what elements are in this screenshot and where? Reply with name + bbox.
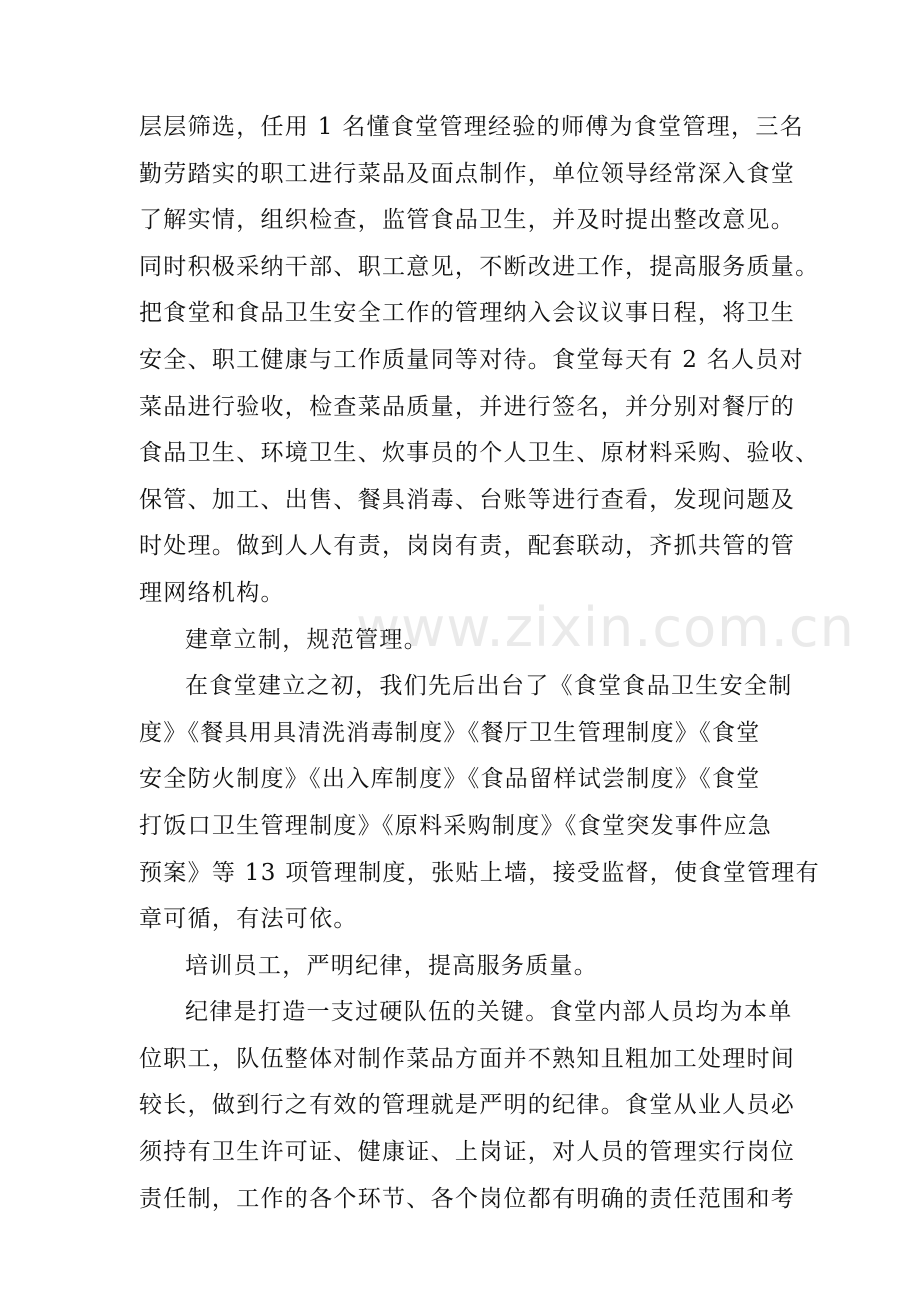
text-line-22: 较长，做到行之有效的管理就是严明的纪律。食堂从业人员必	[139, 1092, 796, 1119]
text-line-1: 层层筛选，任用 1 名懂食堂管理经验的师傅为食堂管理，三名	[139, 114, 804, 140]
text-line-21: 位职工，队伍整体对制作菜品方面并不熟知且粗加工处理时间	[139, 1045, 796, 1072]
document-body	[139, 104, 820, 1222]
text-line-23: 须持有卫生许可证、健康证、上岗证，对人员的管理实行岗位	[139, 1139, 796, 1166]
text-line-4: 同时积极采纳干部、职工意见，不断改进工作，提高服务质量。	[139, 253, 820, 280]
text-line-24: 责任制，工作的各个环节、各个岗位都有明确的责任范围和考	[139, 1185, 796, 1212]
text-line-8: 食品卫生、环境卫生、炊事员的个人卫生、原材料采购、验收、	[139, 440, 820, 467]
text-line-5: 把食堂和食品卫生安全工作的管理纳入会议议事日程，将卫生	[139, 300, 796, 327]
text-line-14: 度》《餐具用具清洗消毒制度》《餐厅卫生管理制度》《食堂	[139, 719, 761, 746]
text-line-7: 菜品进行验收，检查菜品质量，并进行签名，并分别对餐厅的	[139, 393, 796, 420]
text-line-15: 安全防火制度》《出入库制度》《食品留样试尝制度》《食堂	[139, 766, 761, 793]
text-line-3: 了解实情，组织检查，监管食品卫生，并及时提出整改意见。	[139, 207, 796, 234]
text-line-20: 纪律是打造一支过硬队伍的关键。食堂内部人员均为本单	[185, 999, 793, 1026]
section-heading-rules: 建章立制，规范管理。	[185, 626, 428, 653]
text-line-16: 打饭口卫生管理制度》《原料采购制度》《食堂突发事件应急	[139, 812, 773, 839]
text-line-13: 在食堂建立之初，我们先后出台了《食堂食品卫生安全制	[185, 673, 793, 700]
text-line-18: 章可循，有法可依。	[139, 906, 358, 933]
text-line-11: 理网络机构。	[139, 579, 285, 606]
text-line-6: 安全、职工健康与工作质量同等对待。食堂每天有 2 名人员对	[139, 346, 804, 373]
section-heading-training: 培训员工，严明纪律，提高服务质量。	[185, 952, 599, 979]
text-line-2: 勤劳踏实的职工进行菜品及面点制作，单位领导经常深入食堂	[139, 160, 796, 187]
text-line-10: 时处理。做到人人有责，岗岗有责，配套联动，齐抓共管的管	[139, 533, 796, 560]
text-line-17: 预案》等 13 项管理制度，张贴上墙，接受监督，使食堂管理有	[139, 859, 820, 886]
watermark: www.zixin.com.cn	[356, 596, 855, 659]
text-line-9: 保管、加工、出售、餐具消毒、台账等进行查看，发现问题及	[139, 486, 796, 513]
